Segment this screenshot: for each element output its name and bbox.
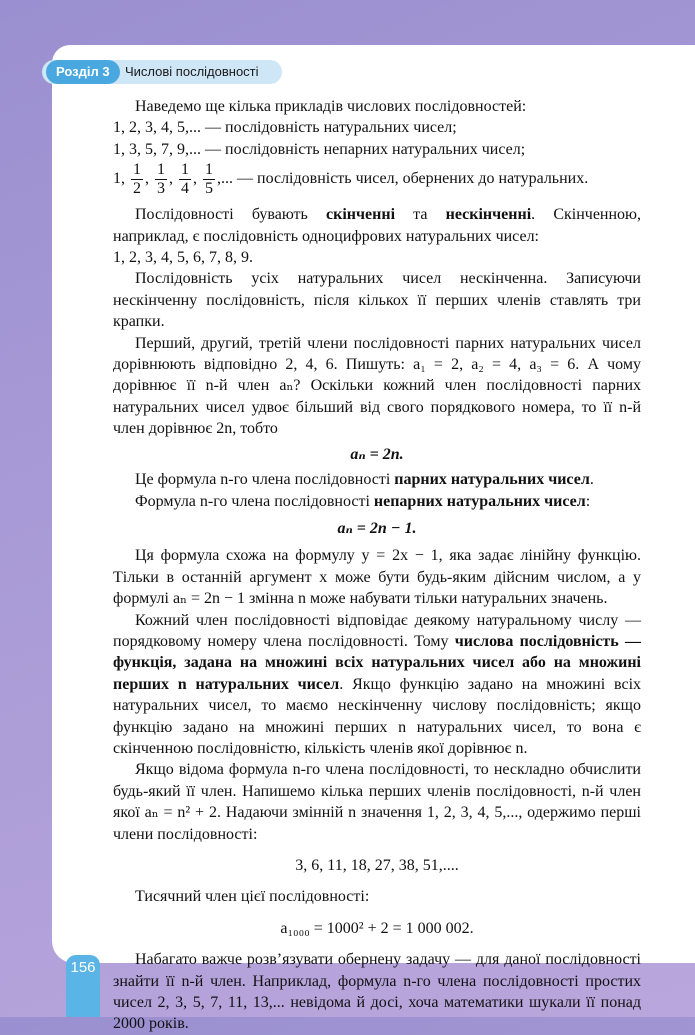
paragraph-odd-name: Формула n-го члена послідовності непарних натуральних чисел: xyxy=(135,492,591,510)
formula-thousandth: a₁₀₀₀ = 1000² + 2 = 1 000 002. xyxy=(280,919,474,937)
section-label: Розділ 3 xyxy=(46,60,120,84)
fraction: $\frac{1}{5}$ xyxy=(205,161,213,198)
fraction: $\frac{1}{3}$ xyxy=(157,161,165,198)
paragraph-even-name: Це формула n-го члена послідовності парних натуральних чисел. xyxy=(135,471,594,489)
paragraph-infinite: Послідовність усіх натуральних чисел нескінченна. Записуючи нескінченну послідовність, після кількох її перших членів ставлять три крапки. xyxy=(113,270,641,331)
paragraph-compute: Якщо відома формула n-го члена послідовності, то нескладно обчислити будь-який її член. Напишемо кілька перших членів послідовності, n-й член якої aₙ = n² + 2. Надаючи змінній n значення 1, 2, 3, 4, 5,..., одержимо перші члени послідовності: xyxy=(113,761,641,843)
paragraph-linear: Ця формула схожа на формулу y = 2x − 1, яка задає лінійну функцію. Тільки в останній аргумент x може бути будь-яким дійсним числом, а у формулі aₙ = 2n − 1 змінна n може набувати тільки натуральних значень. xyxy=(113,547,641,608)
example-odd: 1, 3, 5, 7, 9,... — послідовність непарних натуральних чисел; xyxy=(113,140,526,158)
paragraph-thousandth: Тисячний член цієї послідовності: xyxy=(135,888,370,906)
section-title: Числові послідовності xyxy=(125,64,259,79)
paragraph-even: Перший, другий, третій члени послідовності парних натуральних чисел дорівнюють відповідно 2, 4, 6. Пишуть: a₁ = 2, a₂ = 4, a₃ = 6. А чому дорівнює її n-й член aₙ? Оскільки кожний член послідовності парних натуральних чисел удвоє більший від свого порядкового номера, то її n-й член дорівнює 2n, тобто xyxy=(113,334,641,438)
main-text xyxy=(113,96,641,1035)
example-natural: 1, 2, 3, 4, 5,... — послідовність натуральних чисел; xyxy=(113,119,457,137)
paragraph-finite: Послідовності бувають скінченні та нескінченні. Скінченною, наприклад, є послідовність одноцифрових натуральних чисел: xyxy=(113,206,641,245)
fraction: $\frac{1}{2}$ xyxy=(133,161,141,198)
reciprocal-lead: 1, xyxy=(113,170,125,188)
reciprocal-tail: ,... — послідовність чисел, обернених до натуральних. xyxy=(217,170,589,188)
paragraph-inverse: Набагато важче розв’язувати обернену задачу — для даної послідовності знайти її n-й член. Наприклад, формула n-го члена послідовності простих чисел 2, 3, 5, 7, 11, 13,... невідома й досі, хоча математики шукали її понад 2000 років. xyxy=(113,951,641,1033)
page-number: 156 xyxy=(66,955,100,1017)
finite-sequence: 1, 2, 3, 4, 5, 6, 7, 8, 9. xyxy=(113,249,253,267)
paragraph-definition: Кожний член послідовності відповідає деякому натуральному числу — порядковому номеру члена послідовності. Тому числова послідовність — функція, задана на множині всіх натуральних чисел або на множині перших n натуральних чисел. Якщо функцію задано на множині всіх натуральних чисел, то маємо нескінченну числову послідовність; якщо функцію задано на множині перших n натуральних чисел, то вона є скінченною послідовністю, кількість членів якої дорівнює n. xyxy=(113,611,642,757)
sequence-example: 3, 6, 11, 18, 27, 38, 51,.... xyxy=(295,857,459,874)
example-reciprocal: 1, $\frac{1}{2}$ , $\frac{1}{3}$ , $\frac{1}{4}$ , $\frac{1}{5}$ ,... — послідовність чисел, обернених до натуральних. xyxy=(113,161,589,198)
formula-odd: aₙ = 2n − 1. xyxy=(337,519,417,537)
fraction: $\frac{1}{4}$ xyxy=(181,161,189,198)
formula-even: aₙ = 2n. xyxy=(350,445,404,463)
intro-paragraph: Наведемо ще кілька прикладів числових послідовностей: xyxy=(135,98,527,115)
